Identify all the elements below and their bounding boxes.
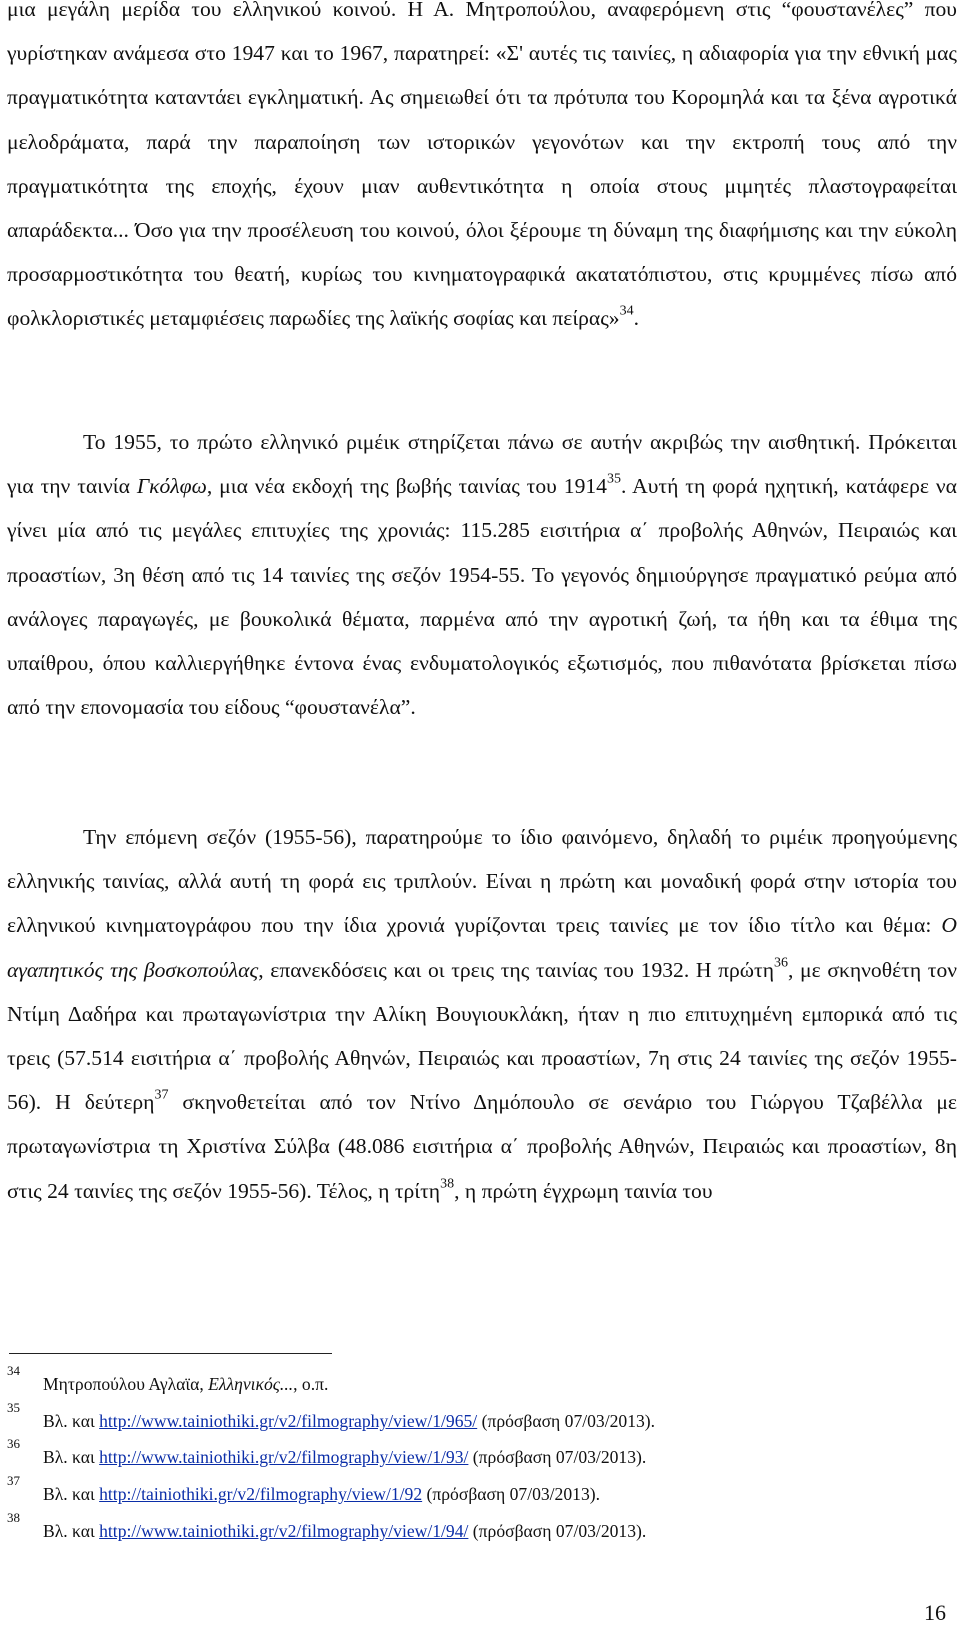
footnote-link[interactable]: http://www.tainiothiki.gr/v2/filmography/view/1/93/: [99, 1447, 469, 1468]
footnote-ref-37[interactable]: 37: [154, 1087, 169, 1103]
film-title-agapitikos: Ο αγαπητικός της βοσκοπούλας: [7, 913, 957, 982]
footnote-item: [7, 1509, 957, 1550]
footnote-text: [43, 1410, 655, 1432]
footnote-text: [43, 1373, 328, 1395]
paragraph-text: Το 1955, το πρώτο ελληνικό ριμέικ στηρίζεται πάνω σε αυτήν ακριβώς την αισθητική. Πρόκειται για την ταινία: [7, 430, 957, 499]
footnote-item: [7, 1436, 957, 1476]
footnote-number: 38: [7, 1509, 20, 1525]
footnote-ref-35[interactable]: 35: [606, 471, 621, 487]
paragraph-text: , επανεκδόσεις και οι τρεις της ταινίας του 1932. Η πρώτη: [258, 957, 774, 982]
footnote-link[interactable]: http://www.tainiothiki.gr/v2/filmography/view/1/965/: [99, 1410, 478, 1431]
footnote-prefix: Βλ. και: [43, 1520, 100, 1541]
footnote-separator: [9, 1353, 332, 1354]
footnote-item: [7, 1363, 957, 1403]
footnote-ref-36[interactable]: 36: [774, 955, 788, 971]
paragraph-golfo: [7, 420, 957, 729]
footnote-prefix: Βλ. και: [43, 1484, 100, 1505]
footnote-text: [43, 1446, 646, 1468]
page-number: 16: [924, 1600, 946, 1625]
footnote-text: [43, 1520, 646, 1542]
footnote-number: 34: [7, 1363, 20, 1378]
paragraph-text: μια μεγάλη μερίδα του ελληνικού κοινού. Η Α. Μητροπούλου, αναφερόμενη στις “φουστανέλες” που γυρίστηκαν ανάμεσα στο 1947 και το 1967, παρατηρεί: «Σ' αυτές τις ταινίες, η αδιαφορία για την εθνική μας πραγματικότητα καταντάει εγκληματική. Ας σημειωθεί ότι τα πρότυπα του Κορομηλά και τα ξένα αγροτικά μελοδράματα, παρά την παραποίηση των ιστορικών γεγονότων και την εκτροπή τους από την πραγματικότητα της εποχής, έχουν μιαν αυθεντικότητα η οποία στους μιμητές πλαστογραφείται απαράδεκτα... Όσο για την προσέλευση του κοινού, όλοι ξέρουμε τη δύναμη της διαφήμισης και την εύκολη προσαρμοστικότητα του θεατή, κυρίως του κινηματογραφικά ακατατόπιστου, στις κρυμμένες πίσω από φολκλοριστικές μεταμφιέσεις παρωδίες της λαϊκής σοφίας και πείρας»: [7, 0, 957, 331]
paragraph-text: .: [633, 306, 639, 331]
footnote-link[interactable]: http://www.tainiothiki.gr/v2/filmography/view/1/94/: [99, 1520, 469, 1541]
paragraph-text: Την επόμενη σεζόν (1955-56), παρατηρούμε το ίδιο φαινόμενο, δηλαδή το ριμέικ προηγούμενης ελληνικής ταινίας, αλλά αυτή τη φορά εις τριπλούν. Είναι η πρώτη και μοναδική φορά στην ιστορία του ελληνικού κινηματογράφου που την ίδια χρονιά γυρίζονται τρεις ταινίες με τον ίδιο τίτλο και θέμα:: [7, 825, 957, 938]
footnotes: [7, 1363, 957, 1549]
footnote-access-date: (πρόσβαση 07/03/2013).: [468, 1447, 647, 1468]
paragraph-text: , η πρώτη έγχρωμη ταινία του: [454, 1178, 713, 1203]
paragraph-text: σκηνοθετείται από τον Ντίνο Δημόπουλο σε σενάριο του Γιώργου Τζαβέλλα με πρωταγωνίστρια τη Χριστίνα Σύλβα (48.086 εισιτήρια α΄ προβολής Αθηνών, Πειραιώς και προαστίων, 8η στις 24 ταινίες της σεζόν 1955-56). Τέλος, η τρίτη: [7, 1090, 957, 1203]
document-page: [7, 0, 957, 1640]
film-title-golfo: Γκόλφω: [136, 474, 207, 499]
footnote-prefix: Βλ. και: [43, 1447, 100, 1468]
footnote-access-date: (πρόσβαση 07/03/2013).: [422, 1484, 601, 1505]
paragraph-text: , με σκηνοθέτη τον Ντίμη Δαδήρα και πρωταγωνίστρια την Αλίκη Βουγιουκλάκη, ήταν η πιο επιτυχημένη εμπορικά από τις τρεις (57.514 εισιτήρια α΄ προβολής Αθηνών, Πειραιώς και προαστίων, 7η στις 24 ταινίες της σεζόν 1955-56). Η δεύτερη: [7, 957, 958, 1115]
footnote-item: [7, 1399, 957, 1440]
paragraph-quote: [7, 0, 957, 341]
footnote-prefix: Μητροπούλου Αγλαϊα,: [43, 1374, 209, 1394]
footnote-number: 35: [7, 1399, 20, 1415]
footnote-access-date: (πρόσβαση 07/03/2013).: [477, 1410, 656, 1431]
paragraph-remakes: [7, 815, 957, 1213]
paragraph-text: . Αυτή τη φορά ηχητική, κατάφερε να γίνει μία από τις μεγάλες επιτυχίες της χρονιάς: 115.285 εισιτήρια α΄ προβολής Αθηνών, Πειραιώς και προαστίων, 3η θέση από τις 14 ταινίες της σεζόν 1954-55. Το γεγονός δημιούργησε πραγματικό ρεύμα από ανάλογες παραγωγές, με βουκολικά θέματα, παρμένα από την αγροτική ζωή, τα ήθη και τα έθιμα της υπαίθρου, όπου καλλιεργήθηκε έντονα ένας ενδυματολογικός εξωτισμός, που πιθανότατα βρίσκεται πίσω από την επονομασία του είδους “φουστανέλα”.: [7, 474, 957, 720]
footnote-prefix: Βλ. και: [43, 1410, 100, 1431]
footnote-number: 37: [7, 1473, 20, 1489]
footnote-text: [43, 1483, 600, 1505]
footnote-book-title: Ελληνικός...: [208, 1374, 294, 1394]
paragraph-text: , μια νέα εκδοχή της βωβής ταινίας του 1914: [206, 474, 607, 499]
footnote-item: [7, 1473, 957, 1513]
footnote-ref-34[interactable]: 34: [619, 303, 634, 319]
footnote-number: 36: [7, 1436, 20, 1452]
footnote-access-date: (πρόσβαση 07/03/2013).: [468, 1520, 647, 1541]
footnote-link[interactable]: http://tainiothiki.gr/v2/filmography/view/1/92: [99, 1484, 423, 1505]
footnote-ref-38[interactable]: 38: [440, 1176, 455, 1192]
footnote-suffix: , ο.π.: [293, 1374, 329, 1394]
